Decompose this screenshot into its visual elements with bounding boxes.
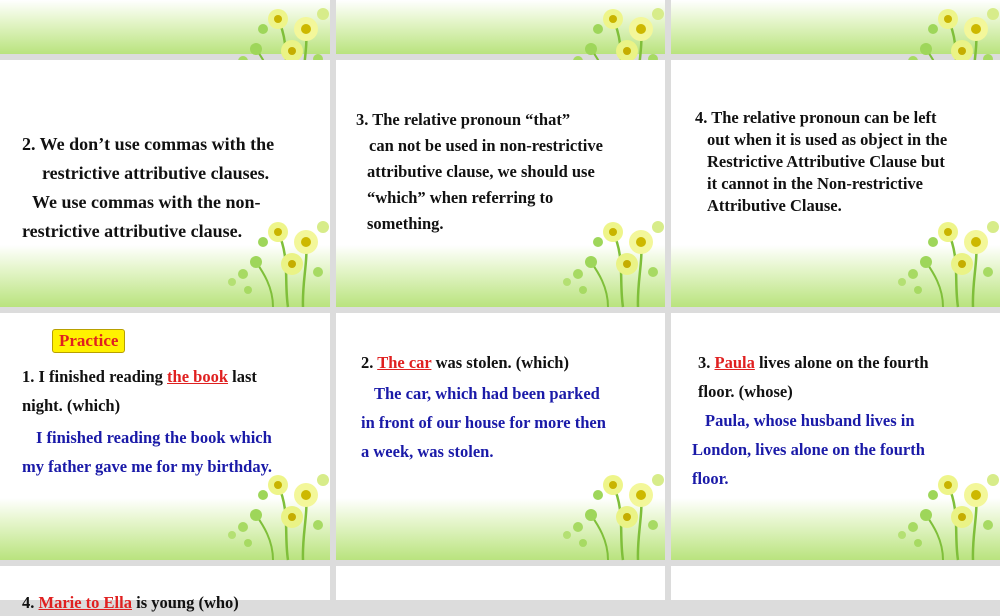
- question-text: is young (who): [131, 593, 239, 612]
- slide-1: [0, 0, 330, 54]
- text-line: restrictive attributive clauses.: [42, 163, 270, 183]
- text-line: “which” when referring to: [367, 188, 554, 207]
- text-line: it cannot in the Non-restrictive: [707, 174, 923, 193]
- highlight-word: Paula: [714, 353, 755, 372]
- text-line: attributive clause, we should use: [367, 162, 595, 181]
- question-text: 3.: [698, 353, 715, 372]
- text-line: Attributive Clause.: [707, 196, 842, 215]
- text-line: out when it is used as object in the: [707, 130, 948, 149]
- answer-line: I finished reading the book which: [36, 428, 272, 447]
- slide-text: [361, 348, 606, 466]
- answer-line: Paula, whose husband lives in: [705, 411, 915, 430]
- flower-icon: [888, 212, 998, 307]
- question-text: 4.: [22, 593, 39, 612]
- highlight-word: Marie to Ella: [38, 593, 132, 612]
- slide-5: [336, 60, 665, 307]
- answer-line: a week, was stolen.: [361, 442, 494, 461]
- question-line: [698, 348, 929, 377]
- question-line: [22, 362, 272, 391]
- text-line: can not be used in non-restrictive: [369, 136, 603, 155]
- question-text: 1. I finished reading: [22, 367, 168, 386]
- text-line: 2. We don’t use commas with the: [22, 134, 275, 154]
- slide-text: [356, 107, 603, 237]
- slide-8: [336, 313, 665, 560]
- slide-2: [336, 0, 665, 54]
- slide-12: [671, 566, 1000, 600]
- text-line: something.: [367, 214, 444, 233]
- question-line: floor. (whose): [698, 382, 793, 401]
- answer-line: in front of our house for more then: [361, 413, 606, 432]
- answer-line: London, lives alone on the fourth: [692, 440, 925, 459]
- slide-10: [0, 566, 330, 612]
- practice-badge: Practice: [52, 329, 125, 353]
- flower-icon: [553, 465, 663, 560]
- slide-text: [692, 348, 929, 493]
- question-line: [361, 348, 606, 377]
- question-line: [22, 590, 239, 616]
- slide-11: [336, 566, 665, 600]
- text-line: restrictive attributive clause.: [22, 221, 243, 241]
- answer-line: floor.: [692, 469, 729, 488]
- text-line: 4. The relative pronoun can be left: [695, 108, 937, 127]
- slide-text: [22, 130, 274, 246]
- slide-6: [671, 60, 1000, 307]
- text-line: Restrictive Attributive Clause but: [707, 152, 945, 171]
- question-line: night. (which): [22, 396, 121, 415]
- answer-line: The car, which had been parked: [374, 384, 600, 403]
- question-text: was stolen. (which): [431, 353, 569, 372]
- answer-line: my father gave me for my birthday.: [22, 457, 273, 476]
- slide-text: [695, 107, 947, 217]
- question-text: last: [228, 367, 257, 386]
- question-text: lives alone on the fourth: [754, 353, 929, 372]
- slide-3: [671, 0, 1000, 54]
- slide-7: [0, 313, 330, 560]
- highlight-word: the book: [167, 367, 229, 386]
- question-text: 2.: [361, 353, 378, 372]
- slide-text: [22, 362, 272, 481]
- text-line: We use commas with the non-: [32, 192, 261, 212]
- slide-9: [671, 313, 1000, 560]
- highlight-word: The car: [377, 353, 432, 372]
- text-line: 3. The relative pronoun “that”: [356, 110, 571, 129]
- slide-4: [0, 60, 330, 307]
